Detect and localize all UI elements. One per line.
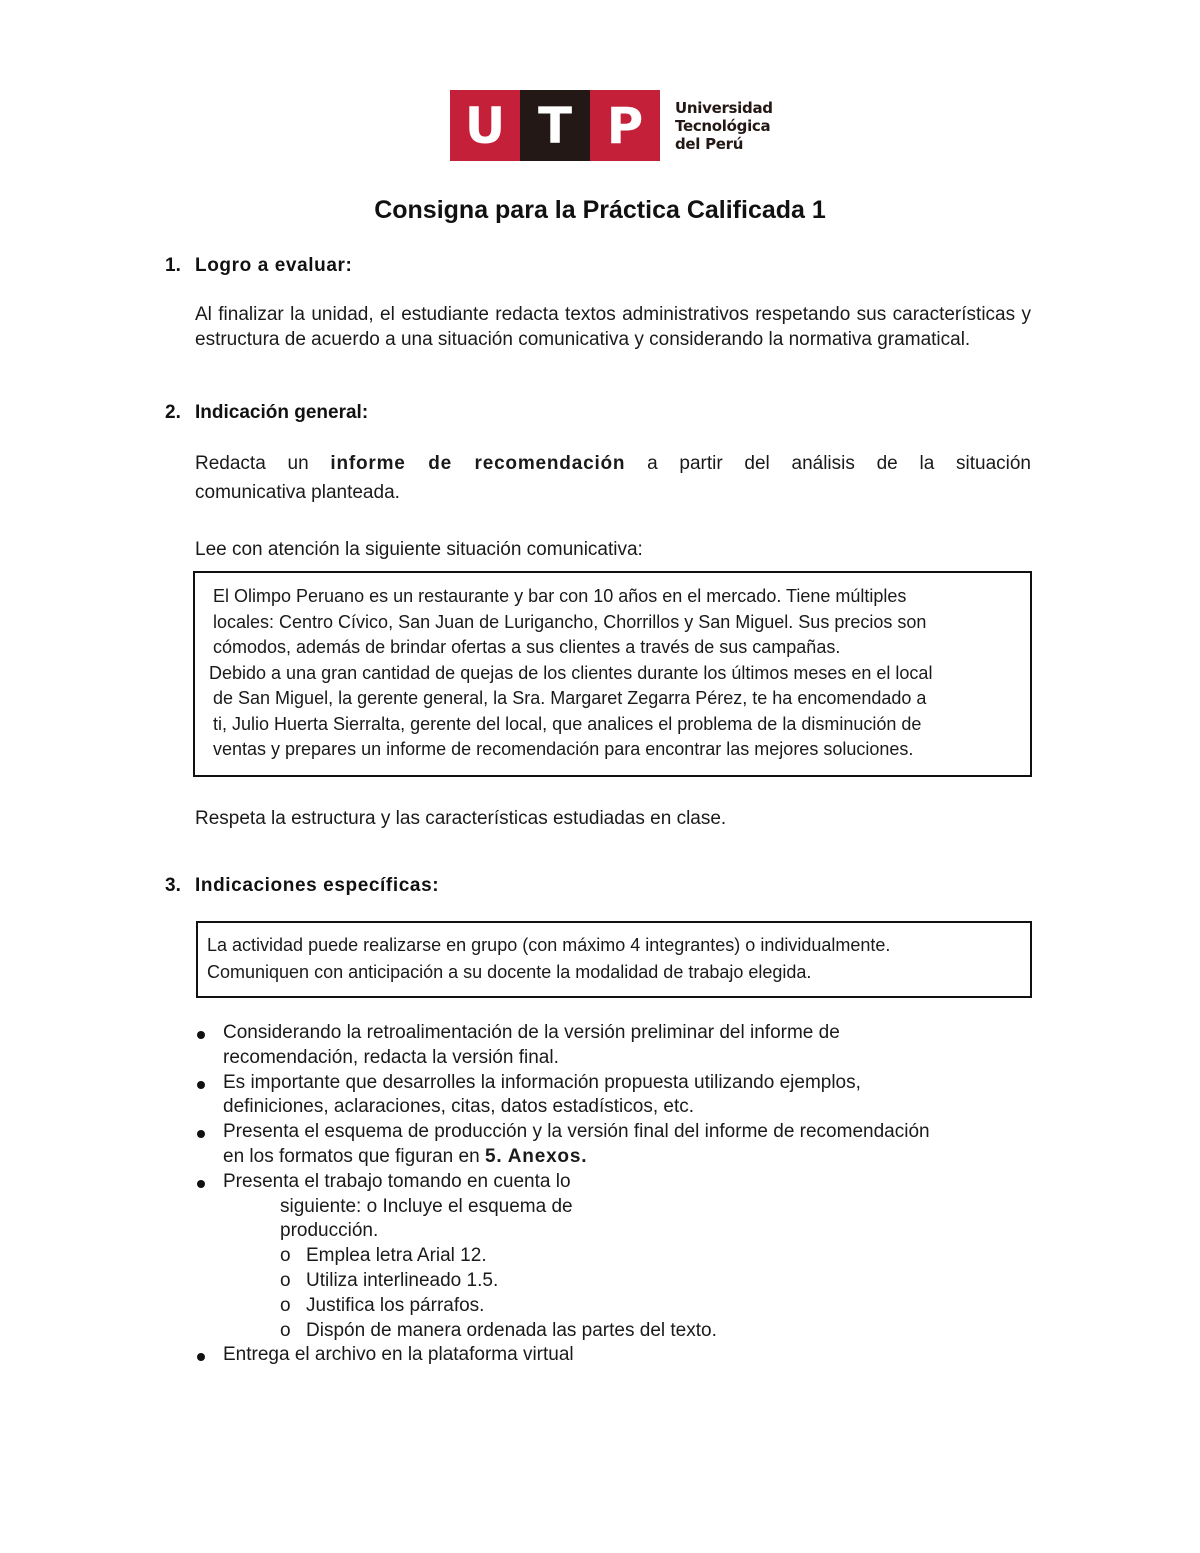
logo-university-name: Universidad Tecnológica del Perú [675, 98, 773, 153]
list-item: Presenta el trabajo tomando en cuenta lo siguiente: o Incluye el esquema de producción. o Emplea letra Arial 12. o Utiliza interlineado 1.5. o Justifica los párrafos. o Dispón de manera ordenada las partes del texto. [195, 1170, 1055, 1344]
list-item: Presenta el esquema de producción y la versión final del informe de recomendación en los formatos que figuran en 5. Anexos. [195, 1120, 1055, 1170]
bullet-icon [197, 1353, 205, 1361]
logo-letter-p: P [590, 90, 660, 161]
section-1-heading: 1. Logro a evaluar: [165, 255, 353, 276]
sub-list-item: o Utiliza interlineado 1.5. [280, 1269, 1055, 1294]
sub-list: siguiente: o Incluye el esquema de producción. o Emplea letra Arial 12. o Utiliza interlineado 1.5. o Justifica los párrafos. o Dispón de manera ordenada las partes del texto. [223, 1195, 1055, 1344]
section-2-lead: Lee con atención la siguiente situación comunicativa: [195, 539, 643, 560]
section-2-intro-line2: comunicativa planteada. [195, 482, 400, 503]
section-2-intro-line1: Redacta un informe de recomendación a partir del análisis de la situación [195, 453, 1031, 474]
sub-list-item: o Emplea letra Arial 12. [280, 1244, 1055, 1269]
logo-letter-t: T [520, 90, 590, 161]
group-work-box [196, 921, 1032, 998]
sub-list-item: o Justifica los párrafos. [280, 1294, 1055, 1319]
sub-bullet-marker: o [280, 1245, 291, 1267]
bullet-icon [197, 1081, 205, 1089]
section-1-text: Al finalizar la unidad, el estudiante redacta textos administrativos respetando sus características y estructura de acuerdo a una situación comunicativa y considerando la normativa gramatical. [195, 304, 1031, 350]
list-item: Entrega el archivo en la plataforma virtual [195, 1343, 1055, 1368]
list-item: Es importante que desarrolles la información propuesta utilizando ejemplos, definiciones, aclaraciones, citas, datos estadísticos, etc. [195, 1071, 1055, 1121]
bullet-icon [197, 1130, 205, 1138]
situation-box [193, 571, 1032, 777]
specific-instructions-list [195, 1021, 1055, 1368]
annex-reference: 5. Anexos. [484, 1145, 588, 1167]
bullet-icon [197, 1180, 205, 1188]
sub-list-item: o Dispón de manera ordenada las partes del texto. [280, 1319, 1055, 1344]
informe-term: informe de recomendación [330, 453, 626, 474]
sub-bullet-marker: o [280, 1269, 291, 1291]
logo-letter-u: U [450, 90, 520, 161]
sub-bullet-marker: o [280, 1319, 291, 1341]
section-2-closing: Respeta la estructura y las características estudiadas en clase. [195, 808, 727, 829]
section-2-heading: 2. Indicación general: [165, 402, 369, 423]
document-title: Consigna para la Práctica Calificada 1 [374, 196, 826, 224]
section-3-heading: 3. Indicaciones específicas: [165, 875, 440, 896]
group-work-text: La actividad puede realizarse en grupo (con máximo 4 integrantes) o individualmente. Comuniquen con anticipación a su docente la modalidad de trabajo elegida. [207, 935, 891, 982]
list-item: Considerando la retroalimentación de la versión preliminar del informe de recomendación, redacta la versión final. [195, 1021, 1055, 1071]
bullet-icon [197, 1031, 205, 1039]
situation-text: El Olimpo Peruano es un restaurante y bar con 10 años en el mercado. Tiene múltiples locales: Centro Cívico, San Juan de Lurigancho, Chorrillos y San Miguel. Sus precios son cómodos, además de brindar ofertas a sus clientes a través de sus campañas. Debido a una gran cantidad de quejas de los clientes durante los últimos meses en el local de San Miguel, la gerente general, la Sra. Margaret Zegarra Pérez, te ha encomendado a ti, Julio Huerta Sierralta, gerente del local, que analices el problema de la disminución de ventas y prepares un informe de recomendación para encontrar las mejores soluciones. [209, 586, 933, 759]
utp-logo [450, 90, 773, 161]
sub-bullet-marker: o [280, 1294, 291, 1316]
